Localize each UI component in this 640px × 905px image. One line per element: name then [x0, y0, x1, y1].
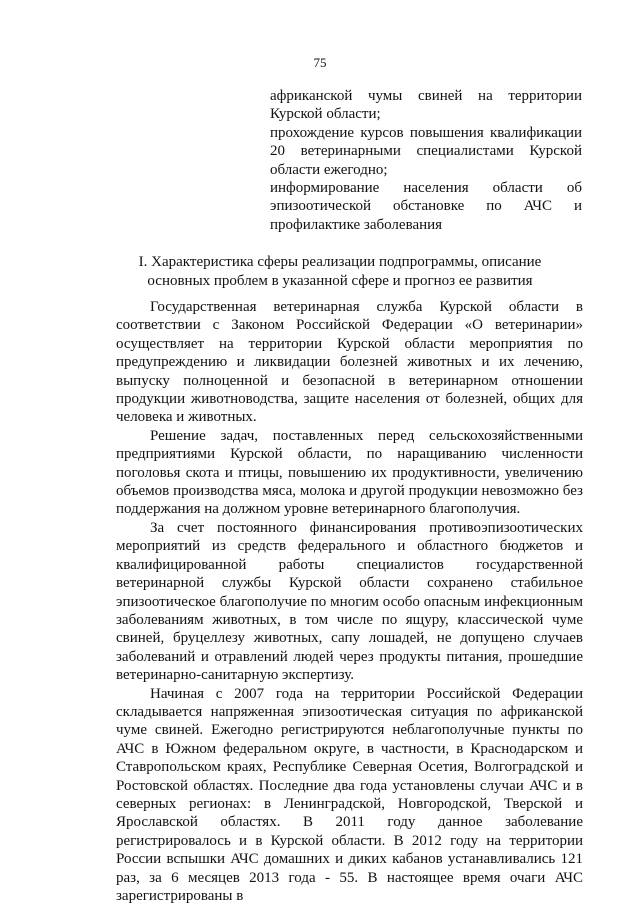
body-paragraph: Государственная ветеринарная служба Курской области в соответствии с Законом Российской Федерации «О ветеринарии» осуществляет на территории Курской области мероприятия по предупреждению и ликвидации болезней животных и их лечению, выпуску полноценной и безопасной в ветеринарном отношении продукции животноводства, защите населения от болезней, общих для человека и животных. [116, 299, 583, 426]
measures-list-item: информирование населения области об эпизоотической обстановке по АЧС и профилактике заболевания [270, 180, 582, 233]
body-paragraph: За счет постоянного финансирования противоэпизоотических мероприятий из средств федерального и областного бюджетов и квалифицированной работы специалистов государственной ветеринарной службы Курской области сохранено стабильное эпизоотическое благополучие по многим особо опасным инфекционным заболеваниям животных, в том числе по ящуру, классической чуме свиней, бруцеллезу животных, сапу лошадей, не допущено случаев заболеваний и отравлений людей через продукты питания, прошедшие ветеринарно-санитарную экспертизу. [116, 519, 583, 684]
body-paragraph: Решение задач, поставленных перед сельскохозяйственными предприятиями Курской области, по наращиванию численности поголовья скота и птицы, повышению их продуктивности, увеличению объемов производства мяса, молока и другой продукции невозможно без поддержания на должном уровне ветеринарного благополучия. [116, 427, 583, 518]
section-heading [100, 253, 580, 291]
section-heading-line: I. Характеристика сферы реализации подпрограммы, описание [138, 254, 542, 270]
page-number: 75 [313, 55, 327, 70]
measures-list-item: прохождение курсов повышения квалификации 20 ветеринарными специалистами Курской области ежегодно; [270, 124, 582, 178]
body-text [116, 298, 583, 905]
measures-list-item: африканской чумы свиней на территории Курской области; [270, 88, 582, 123]
section-heading-line: основных проблем в указанной сфере и прогноз ее развития [147, 273, 533, 289]
body-paragraph: Начиная с 2007 года на территории Российской Федерации складывается напряженная эпизоотическая ситуация по африканской чуме свиней. Ежегодно регистрируются неблагополучные пункты по АЧС в Южном федеральном округе, в частности, в Краснодарском и Ставропольском краях, Республике Северная Осетия, Волгоградской и Ростовской областях. Последние два года установлены случаи АЧС и в северных регионах: в Ленинградской, Новгородской, Тверской и Ярославской областях. В 2011 году данное заболевание регистрировалось и в Курской области. В 2012 году на территории России вспышки АЧС домашних и диких кабанов устанавливались 121 раз, за 6 месяцев 2013 года - 55. В настоящее время очаги АЧС зарегистрированы в [116, 685, 583, 904]
measures-list [270, 87, 582, 234]
